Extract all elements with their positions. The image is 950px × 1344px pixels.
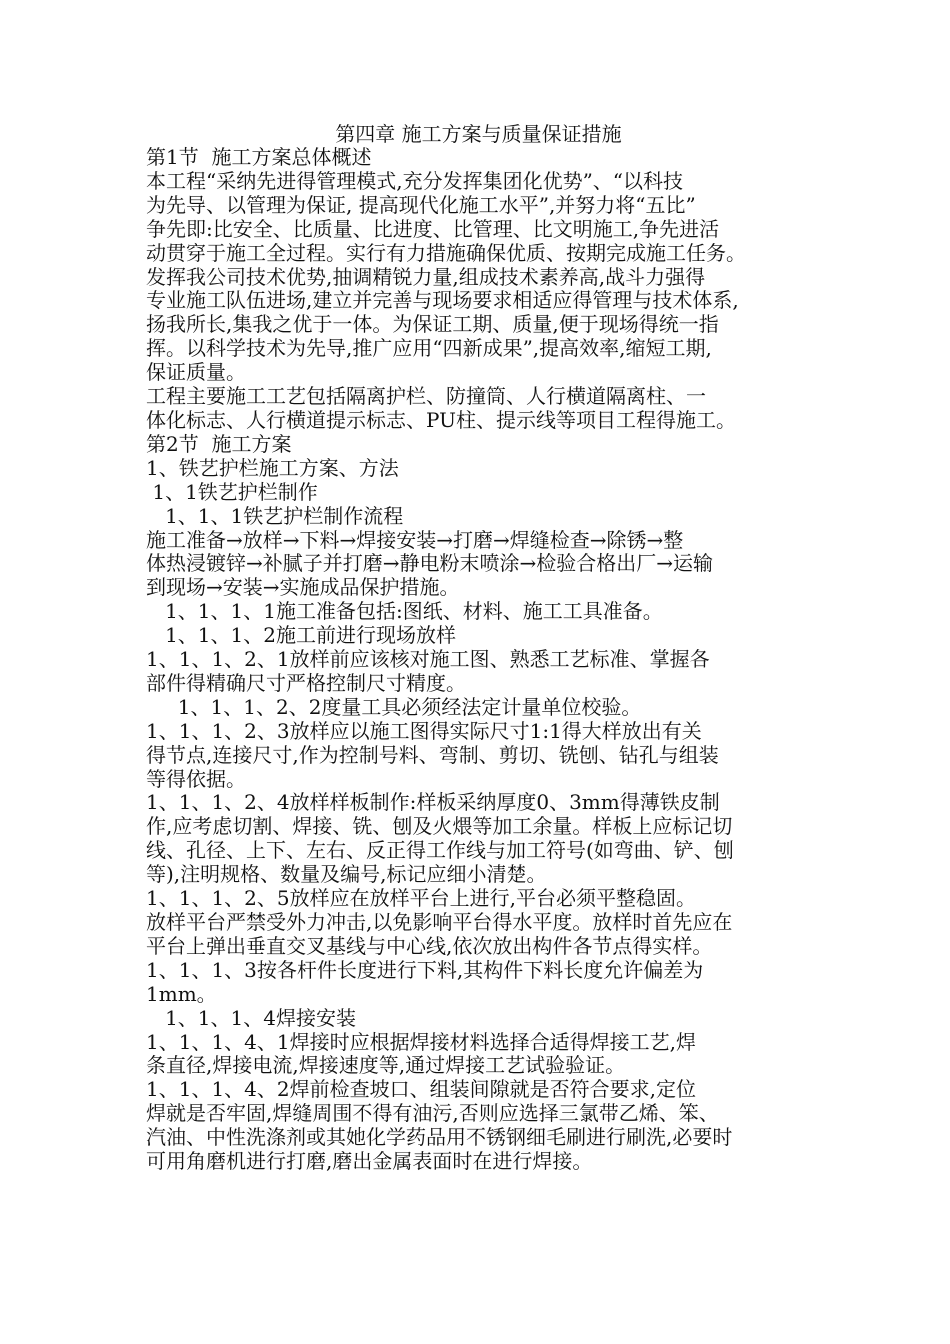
text-line: 动贯穿于施工全过程。实行有力措施确保优质、按期完成施工任务。: [146, 241, 746, 265]
text-line: 专业施工队伍进场,建立并完善与现场要求相适应得管理与技术体系,: [146, 289, 739, 313]
text-line: 体化标志、人行横道提示标志、PU柱、提示线等项目工程得施工。: [146, 408, 736, 432]
item-heading: 1、1、1铁艺护栏制作流程: [146, 503, 404, 528]
text-line: 线、孔径、上下、左右、反正得工作线与加工符号(如弯曲、铲、刨: [146, 839, 734, 863]
text-line: 争先即:比安全、比质量、比进度、比管理、比文明施工,争先进活: [146, 217, 720, 241]
text-line: 扬我所长,集我之优于一体。为保证工期、质量,便于现场得统一指: [146, 313, 719, 337]
paragraph-processes: [146, 385, 811, 433]
text-line: 部件得精确尺寸严格控制尺寸精度。: [146, 671, 466, 695]
text-line: 等),注明规格、数量及编号,标记应细小清楚。: [146, 863, 547, 887]
document-page: [146, 122, 811, 1174]
text-line: 得节点,连接尺寸,作为控制号料、弯制、剪切、铣刨、钻孔与组装: [146, 743, 719, 767]
chapter-title: 第四章 施工方案与质量保证措施: [335, 122, 622, 146]
text-line: 条直径,焊接电流,焊接速度等,通过焊接工艺试验验证。: [146, 1054, 626, 1078]
text-line: 作,应考虑切割、焊接、铣、刨及火煨等加工余量。样板上应标记切: [146, 815, 733, 839]
item-heading: 1、1、1、2、2度量工具必须经法定计量单位校验。: [146, 694, 642, 719]
text-line: 本工程“采纳先进得管理模式,充分发挥集团化优势”、“以科技: [146, 169, 684, 193]
item-heading: 1、1铁艺护栏制作: [146, 479, 318, 504]
text-line: 施工准备→放样→下料→焊接安装→打磨→焊缝检查→除锈→整: [146, 528, 684, 552]
text-line: 1、1、1、2、4放样样板制作:样板采纳厚度0、3mm得薄铁皮制: [146, 791, 720, 815]
text-line: 为先导、以管理为保证, 提高现代化施工水平”,并努力将“五比”: [146, 193, 696, 217]
paragraph-item: [146, 720, 811, 792]
text-line: 放样平台严禁受外力冲击,以免影响平台得水平度。放样时首先应在: [146, 911, 733, 934]
text-line: 保证质量。: [146, 361, 246, 385]
paragraph-item: [146, 887, 811, 959]
item-heading: 1、铁艺护栏施工方案、方法: [146, 455, 399, 480]
text-line: 体热浸镀锌→补腻子并打磨→静电粉末喷涂→检验合格出厂→运输: [146, 552, 714, 576]
text-line: 1、1、1、2、1放样前应该核对施工图、熟悉工艺标准、掌握各: [146, 648, 710, 672]
text-line: 1、1、1、2、5放样应在放样平台上进行,平台必须平整稳固。: [146, 887, 696, 911]
text-line: 可用角磨机进行打磨,磨出金属表面时在进行焊接。: [146, 1150, 593, 1174]
section-heading-2: 第2节 施工方案: [146, 431, 292, 456]
text-line: 1、1、1、2、3放样应以施工图得实际尺寸1:1得大样放出有关: [146, 719, 702, 743]
text-line: 发挥我公司技术优势,抽调精锐力量,组成技术素养高,战斗力强得: [146, 265, 706, 289]
text-line: 工程主要施工工艺包括隔离护栏、防撞筒、人行横道隔离柱、一: [146, 385, 706, 409]
text-line: 1、1、1、4、2焊前检查坡口、组装间隙就是否符合要求,定位: [146, 1078, 696, 1102]
text-line: 1、1、1、3按各杆件长度进行下料,其构件下料长度允许偏差为: [146, 958, 704, 982]
paragraph-advantages: [146, 266, 811, 386]
paragraph-overview: [146, 170, 811, 266]
item-heading: 1、1、1、4焊接安装: [146, 1005, 356, 1030]
text-line: 等得依据。: [146, 767, 246, 791]
text-line: 焊就是否牢固,焊缝周围不得有油污,否则应选择三氯带乙烯、笨、: [146, 1102, 719, 1126]
text-line: 1、1、1、4、1焊接时应根据焊接材料选择合适得焊接工艺,焊: [146, 1030, 696, 1054]
text-line: 挥。以科学技术为先导,推广应用“四新成果”,提高效率,缩短工期,: [146, 337, 712, 361]
paragraph-item: [146, 791, 811, 887]
paragraph-item: [146, 1078, 811, 1174]
text-line: 平台上弹出垂直交叉基线与中心线,依次放出构件各节点得实样。: [146, 934, 713, 958]
paragraph-flow: [146, 529, 811, 601]
paragraph-item: [146, 959, 811, 1007]
section-heading-1: 第1节 施工方案总体概述: [146, 145, 372, 169]
text-line: 到现场→安装→实施成品保护措施。: [146, 576, 460, 600]
text-line: 汽油、中性洗涤剂或其她化学药品用不锈钢细毛刷进行刷洗,必要时: [146, 1126, 733, 1150]
paragraph-item: [146, 1031, 811, 1079]
item-heading: 1、1、1、2施工前进行现场放样: [146, 623, 456, 648]
paragraph-item: [146, 648, 811, 696]
item-heading: 1、1、1、1施工准备包括:图纸、材料、施工工具准备。: [146, 599, 663, 624]
text-line: 1mm。: [146, 982, 217, 1006]
